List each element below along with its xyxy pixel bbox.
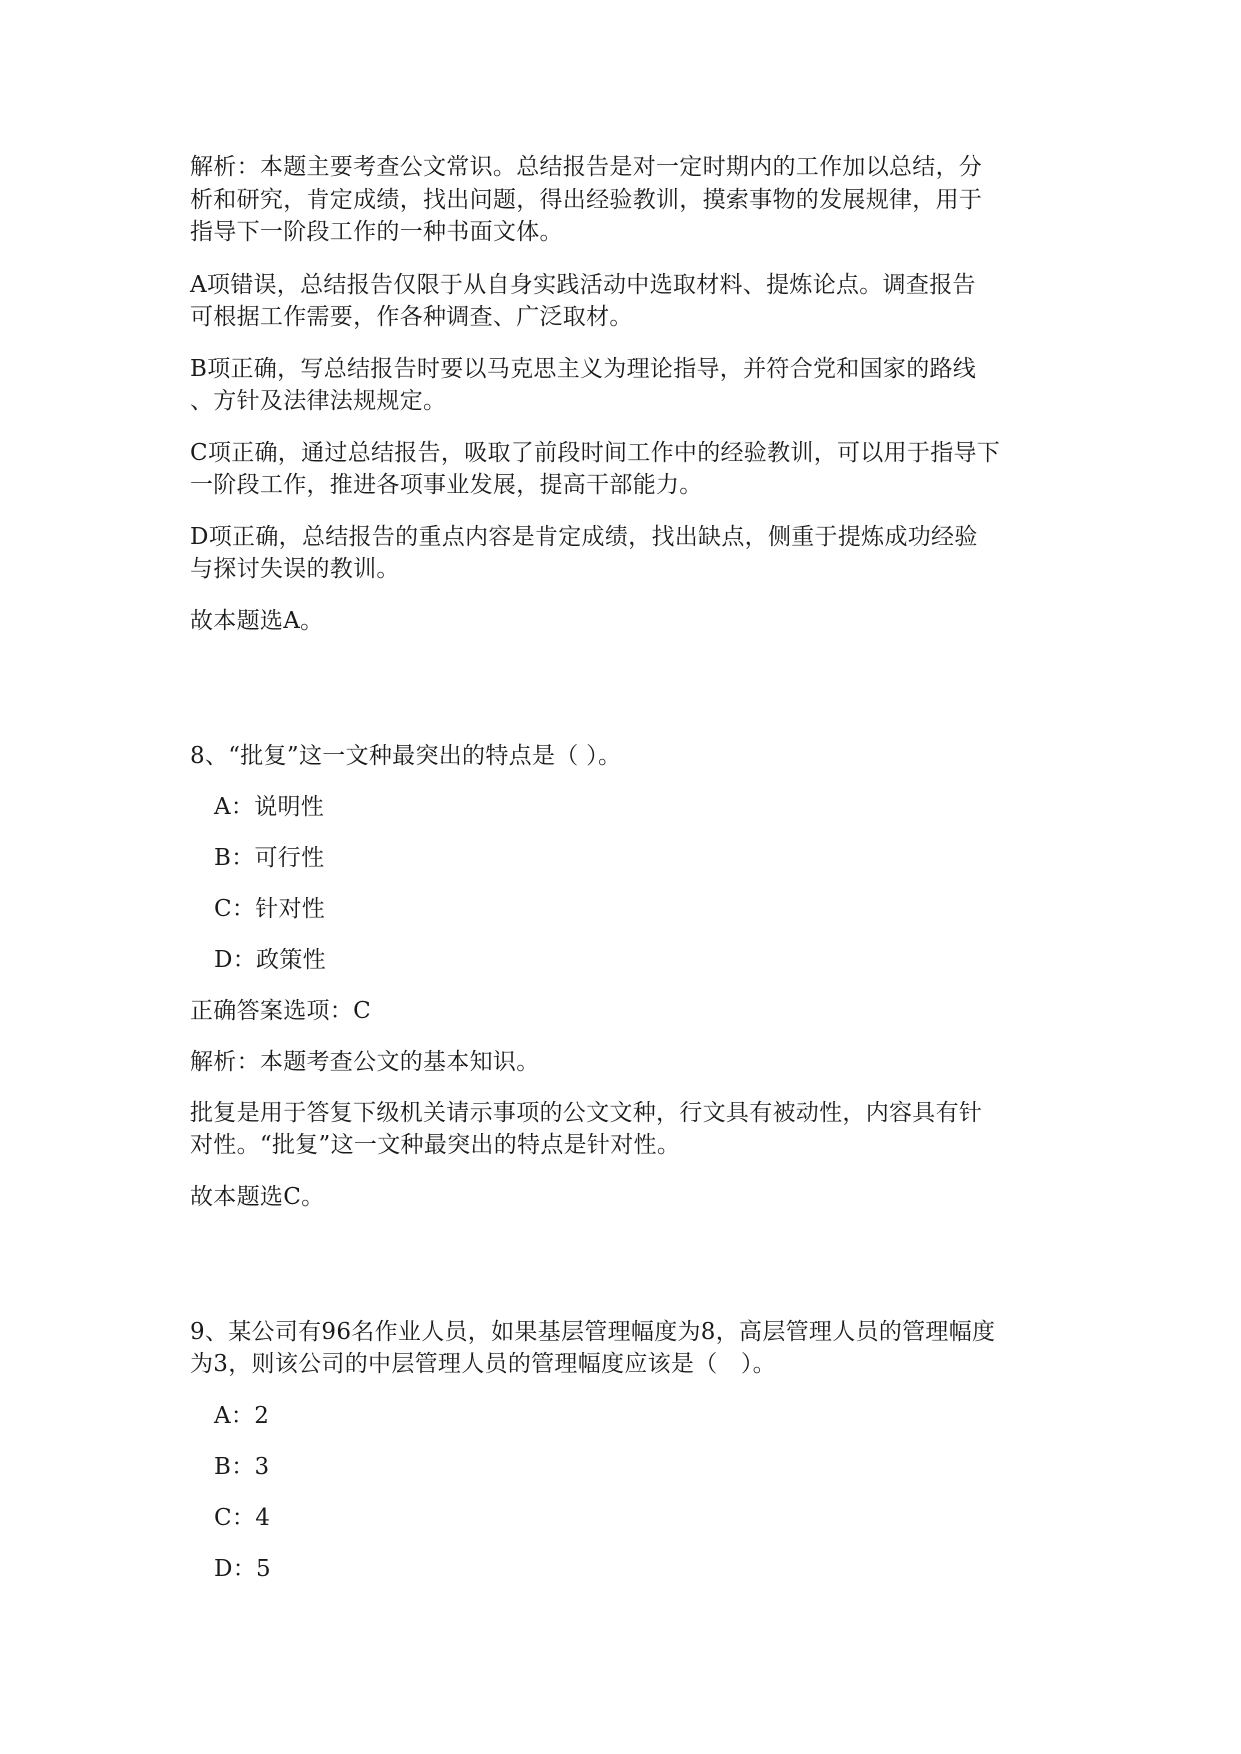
analysis-text-line: 解析：本题主要考查公文常识。总结报告是对一定时期内的工作加以总结，分 (190, 154, 983, 180)
explanation-text-line: 对性。“批复”这一文种最突出的特点是针对性。 (190, 1132, 681, 1158)
question-option: B：3 (214, 1454, 270, 1480)
option-b-explanation: B项正确，写总结报告时要以马克思主义为理论指导，并符合党和国家的路线 (190, 356, 977, 382)
option-c-explanation: 一阶段工作，推进各项事业发展，提高干部能力。 (190, 472, 703, 498)
question-option: C：针对性 (214, 896, 326, 922)
question-option: A：说明性 (214, 794, 325, 820)
analysis-text-line: 指导下一阶段工作的一种书面文体。 (190, 219, 563, 245)
option-a-explanation: 可根据工作需要，作各种调查、广泛取材。 (190, 304, 633, 330)
question-option: B：可行性 (214, 845, 325, 871)
option-d-explanation: 与探讨失误的教训。 (190, 556, 400, 582)
analysis-text-line: 解析：本题考查公文的基本知识。 (190, 1049, 540, 1075)
analysis-text-line: 析和研究，肯定成绩，找出问题，得出经验教训，摸索事物的发展规律，用于 (190, 187, 983, 213)
explanation-text-line: 批复是用于答复下级机关请示事项的公文文种，行文具有被动性，内容具有针 (190, 1100, 983, 1126)
question-stem: 9、某公司有96名作业人员，如果基层管理幅度为8，高层管理人员的管理幅度 (190, 1319, 996, 1345)
option-a-explanation: A项错误，总结报告仅限于从自身实践活动中选取材料、提炼论点。调查报告 (190, 272, 976, 298)
question-option: D：5 (214, 1556, 271, 1582)
question-option: D：政策性 (214, 947, 326, 973)
conclusion-text: 故本题选C。 (190, 1184, 325, 1210)
option-d-explanation: D项正确，总结报告的重点内容是肯定成绩，找出缺点，侧重于提炼成功经验 (190, 524, 978, 550)
question-stem: 为3，则该公司的中层管理人员的管理幅度应该是（ ）。 (190, 1351, 776, 1377)
option-b-explanation: 、方针及法律法规规定。 (190, 388, 447, 414)
question-option: C：4 (214, 1505, 271, 1531)
conclusion-text: 故本题选A。 (190, 608, 324, 634)
option-c-explanation: C项正确，通过总结报告，吸取了前段时间工作中的经验教训，可以用于指导下 (190, 440, 1001, 466)
question-stem: 8、“批复”这一文种最突出的特点是（ ）。 (190, 743, 622, 769)
question-option: A：2 (214, 1403, 270, 1429)
answer-text: 正确答案选项：C (190, 998, 371, 1024)
